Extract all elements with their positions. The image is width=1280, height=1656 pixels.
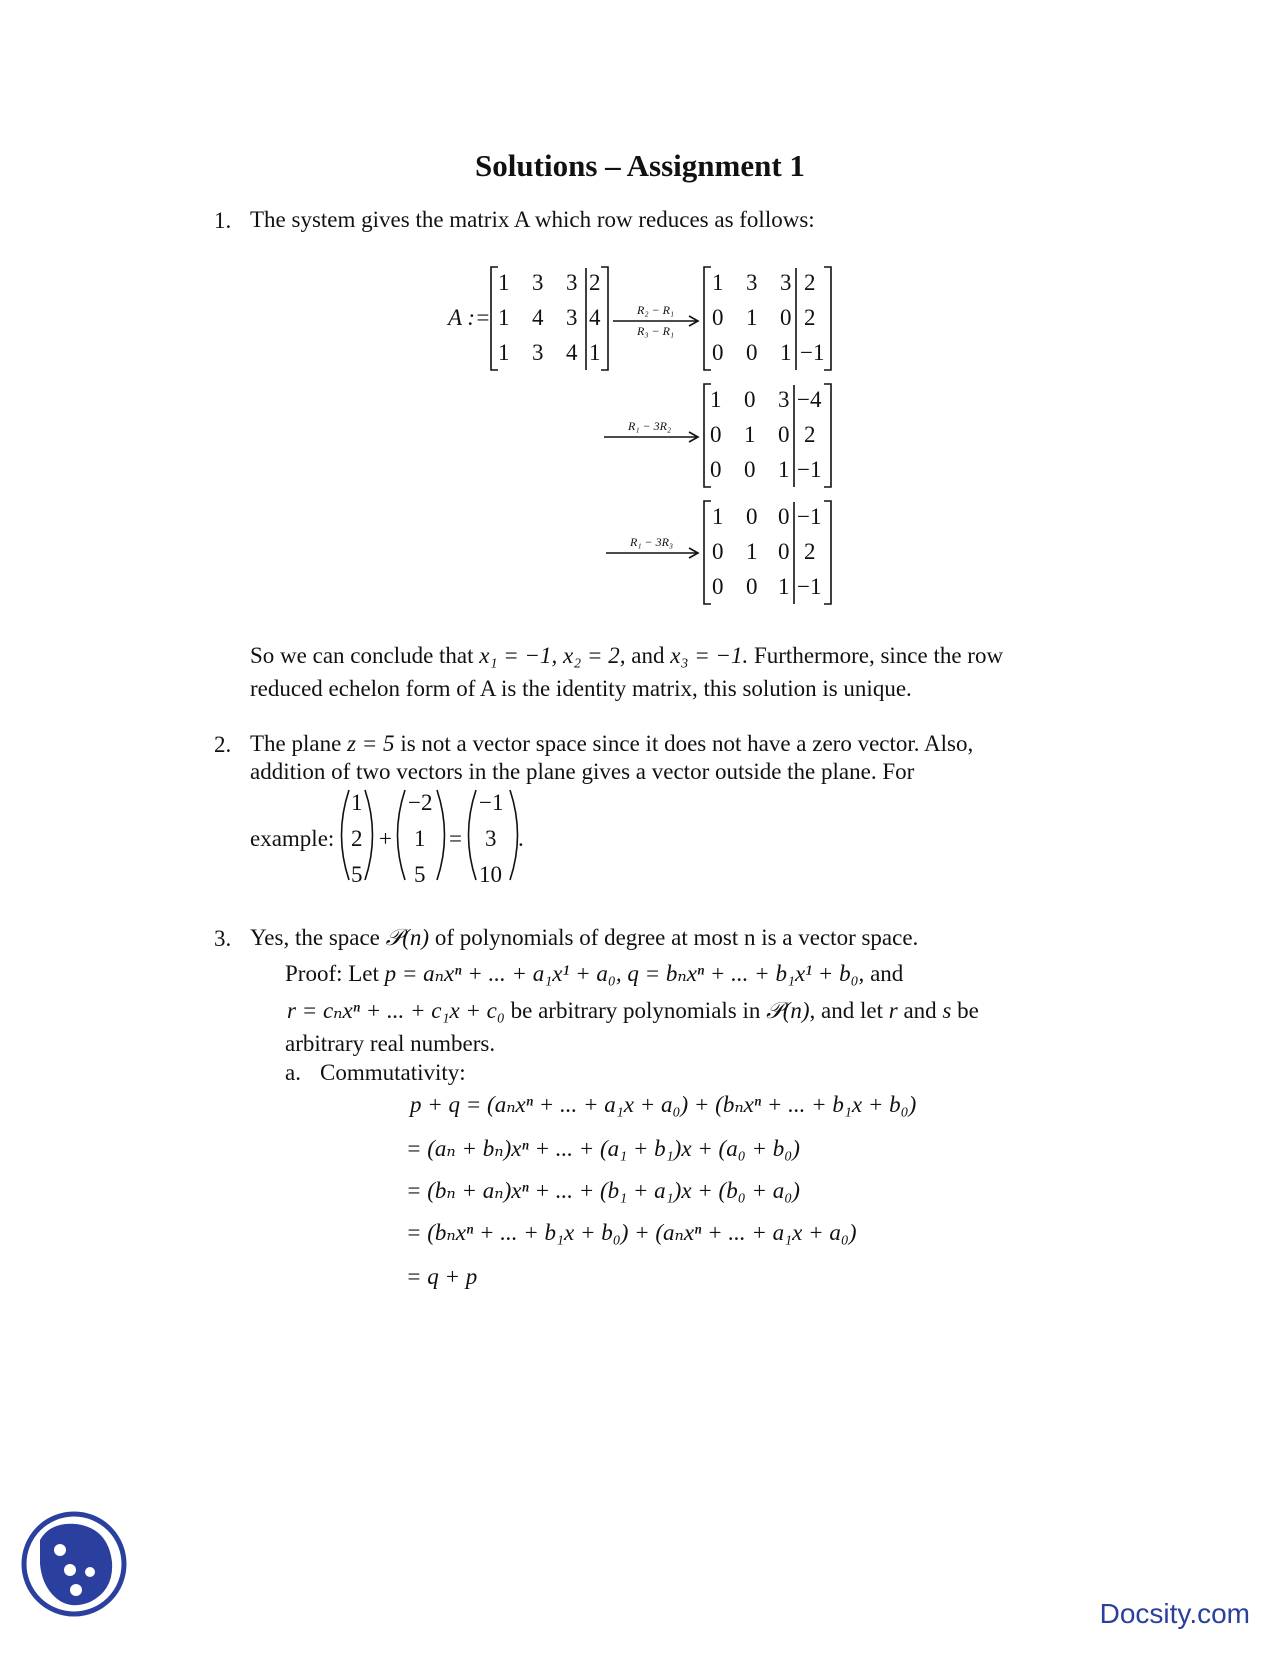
- matrix-cell: 1: [710, 387, 722, 412]
- matrix-cell: 1: [746, 539, 758, 564]
- sub-a-title: Commutativity:: [320, 1060, 466, 1085]
- matrix-cell: 0: [746, 504, 758, 529]
- s-variable: s: [942, 998, 952, 1023]
- matrix-cell: 1: [746, 305, 758, 330]
- matrix-cell: 3: [746, 270, 758, 295]
- be-arbitrary: be arbitrary polynomials in: [510, 998, 761, 1023]
- matrix-cell: 3: [780, 270, 792, 295]
- matrix-original: [491, 267, 608, 370]
- r-variable: r: [888, 998, 898, 1023]
- r-definition: r = cₙxⁿ + ... + c₁x + c₀: [287, 998, 505, 1023]
- matrix-cell: 4: [589, 305, 601, 330]
- proof-and: and: [870, 961, 904, 986]
- matrix-step-3: [704, 501, 831, 604]
- matrix-cell: −1: [800, 340, 825, 365]
- row-op-arrow: [604, 419, 698, 442]
- row-op-label: R₁ − 3R₃: [630, 535, 674, 549]
- page-title: Solutions – Assignment 1: [475, 148, 805, 183]
- vector-entry: 5: [414, 862, 426, 887]
- matrix-step-2: [704, 384, 831, 487]
- plane-equation: z = 5: [347, 731, 395, 756]
- matrix-cell: 4: [566, 340, 578, 365]
- docsity-logo-icon: [20, 1510, 128, 1618]
- matrix-cell: 0: [712, 305, 724, 330]
- row-op-arrow: [613, 303, 698, 338]
- docsity-brand-link[interactable]: Docsity.com: [1099, 1598, 1250, 1629]
- vector-entry: −2: [408, 790, 433, 815]
- vector-entry: 1: [351, 790, 363, 815]
- vector-entry: 10: [479, 862, 502, 887]
- row-op-label: R₃ − R₁: [637, 324, 675, 338]
- example-label: example:: [250, 826, 335, 851]
- problem-3-number: 3.: [214, 926, 232, 951]
- vector-entry: 1: [414, 826, 426, 851]
- matrix-a-label: A :=: [448, 305, 491, 330]
- plus-sign: +: [379, 826, 392, 851]
- matrix-cell: 0: [778, 504, 790, 529]
- proof-line3: arbitrary real numbers.: [285, 1031, 496, 1056]
- problem-2-number: 2.: [214, 732, 232, 757]
- x1-value: x₁ = −1,: [479, 643, 558, 668]
- x3-value: x₃ = −1.: [670, 643, 749, 668]
- vector-entry: 5: [351, 862, 363, 887]
- matrix-cell: 3: [532, 340, 544, 365]
- matrix-cell: 0: [712, 574, 724, 599]
- row-reduction-diagram: [0, 0, 1280, 640]
- p-definition: p = aₙxⁿ + ... + a₁x¹ + a₀,: [384, 961, 622, 986]
- matrix-cell: −1: [797, 574, 822, 599]
- problem-2-line2: addition of two vectors in the plane gives a vector outside the plane. For: [250, 759, 915, 784]
- conclusion-lead: So we can conclude that: [250, 643, 474, 668]
- derivation-line: = (bₙ + aₙ)xⁿ + ... + (b₁ + a₁)x + (b₀ + a₀): [406, 1178, 800, 1203]
- matrix-cell: −1: [797, 457, 822, 482]
- proof-line2: [287, 994, 979, 1028]
- period: .: [518, 826, 524, 851]
- matrix-cell: 0: [780, 305, 792, 330]
- vector-entry: −1: [479, 790, 504, 815]
- matrix-cell: 0: [712, 539, 724, 564]
- derivation-line: p + q = (aₙxⁿ + ... + a₁x + a₀) + (bₙxⁿ + ... + b₁x + b₀): [410, 1092, 917, 1117]
- matrix-cell: 0: [746, 340, 758, 365]
- matrix-cell: 1: [712, 504, 724, 529]
- matrix-cell: 1: [498, 340, 510, 365]
- matrix-cell: 4: [532, 305, 544, 330]
- sub-a-marker: a.: [285, 1060, 301, 1085]
- matrix-cell: 3: [566, 305, 578, 330]
- matrix-step-1: [704, 267, 831, 370]
- space-intro: Yes, the space: [250, 925, 380, 950]
- matrix-cell: 0: [710, 457, 722, 482]
- problem-3-line1: [250, 921, 918, 955]
- matrix-cell: 3: [532, 270, 544, 295]
- matrix-cell: 2: [804, 305, 816, 330]
- conclusion-rest: Furthermore, since the row: [753, 643, 1004, 668]
- problem-1-conclusion-line2: reduced echelon form of A is the identity matrix, this solution is unique.: [250, 676, 912, 701]
- matrix-cell: 1: [712, 270, 724, 295]
- matrix-cell: 2: [804, 539, 816, 564]
- plane-claim: is not a vector space since it does not have a zero vector. Also,: [400, 731, 974, 756]
- and-let: , and let: [809, 998, 883, 1023]
- space-symbol: 𝒫(n): [385, 925, 430, 950]
- space-symbol-2: 𝒫(n): [766, 998, 810, 1023]
- be-word: be: [957, 998, 979, 1023]
- x2-value: x₂ = 2,: [563, 643, 626, 668]
- derivation-line: = q + p: [406, 1264, 478, 1289]
- problem-1-conclusion: [250, 639, 1003, 673]
- matrix-cell: 0: [744, 387, 756, 412]
- plane-intro: The plane: [250, 731, 342, 756]
- equals-sign: =: [449, 826, 462, 851]
- row-op-arrow: [606, 535, 698, 558]
- matrix-cell: 1: [589, 340, 601, 365]
- proof-line1: [285, 957, 903, 991]
- row-op-label: R₂ − R₁: [637, 303, 675, 317]
- matrix-cell: 2: [804, 422, 816, 447]
- q-definition: q = bₙxⁿ + ... + b₁x¹ + b₀,: [627, 961, 865, 986]
- matrix-cell: 1: [498, 305, 510, 330]
- matrix-cell: −1: [797, 504, 822, 529]
- conclusion-and: and: [631, 643, 665, 668]
- row-op-label: R₁ − 3R₂: [628, 419, 672, 433]
- matrix-cell: 2: [589, 270, 601, 295]
- vector-entry: 3: [485, 826, 497, 851]
- derivation-line: = (aₙ + bₙ)xⁿ + ... + (a₁ + b₁)x + (a₀ + b₀): [406, 1136, 800, 1161]
- matrix-cell: 0: [712, 340, 724, 365]
- matrix-cell: 1: [780, 340, 792, 365]
- matrix-cell: 0: [746, 574, 758, 599]
- proof-label: Proof: Let: [285, 961, 379, 986]
- matrix-cell: 2: [804, 270, 816, 295]
- space-claim: of polynomials of degree at most n is a vector space.: [434, 925, 919, 950]
- vector-entry: 2: [351, 826, 363, 851]
- derivation-line: = (bₙxⁿ + ... + b₁x + b₀) + (aₙxⁿ + ... + a₁x + a₀): [406, 1220, 857, 1245]
- matrix-cell: −4: [797, 387, 822, 412]
- matrix-cell: 3: [778, 387, 790, 412]
- problem-1-number: 1.: [214, 208, 232, 233]
- problem-1-intro: The system gives the matrix A which row reduces as follows:: [250, 207, 815, 232]
- matrix-cell: 3: [566, 270, 578, 295]
- matrix-cell: 1: [778, 457, 790, 482]
- matrix-cell: 1: [498, 270, 510, 295]
- matrix-cell: 0: [778, 539, 790, 564]
- matrix-cell: 0: [744, 457, 756, 482]
- matrix-cell: 0: [710, 422, 722, 447]
- and-word: and: [903, 998, 937, 1023]
- vector-sum-example: [0, 780, 600, 895]
- matrix-cell: 1: [778, 574, 790, 599]
- matrix-cell: 1: [744, 422, 756, 447]
- matrix-cell: 0: [778, 422, 790, 447]
